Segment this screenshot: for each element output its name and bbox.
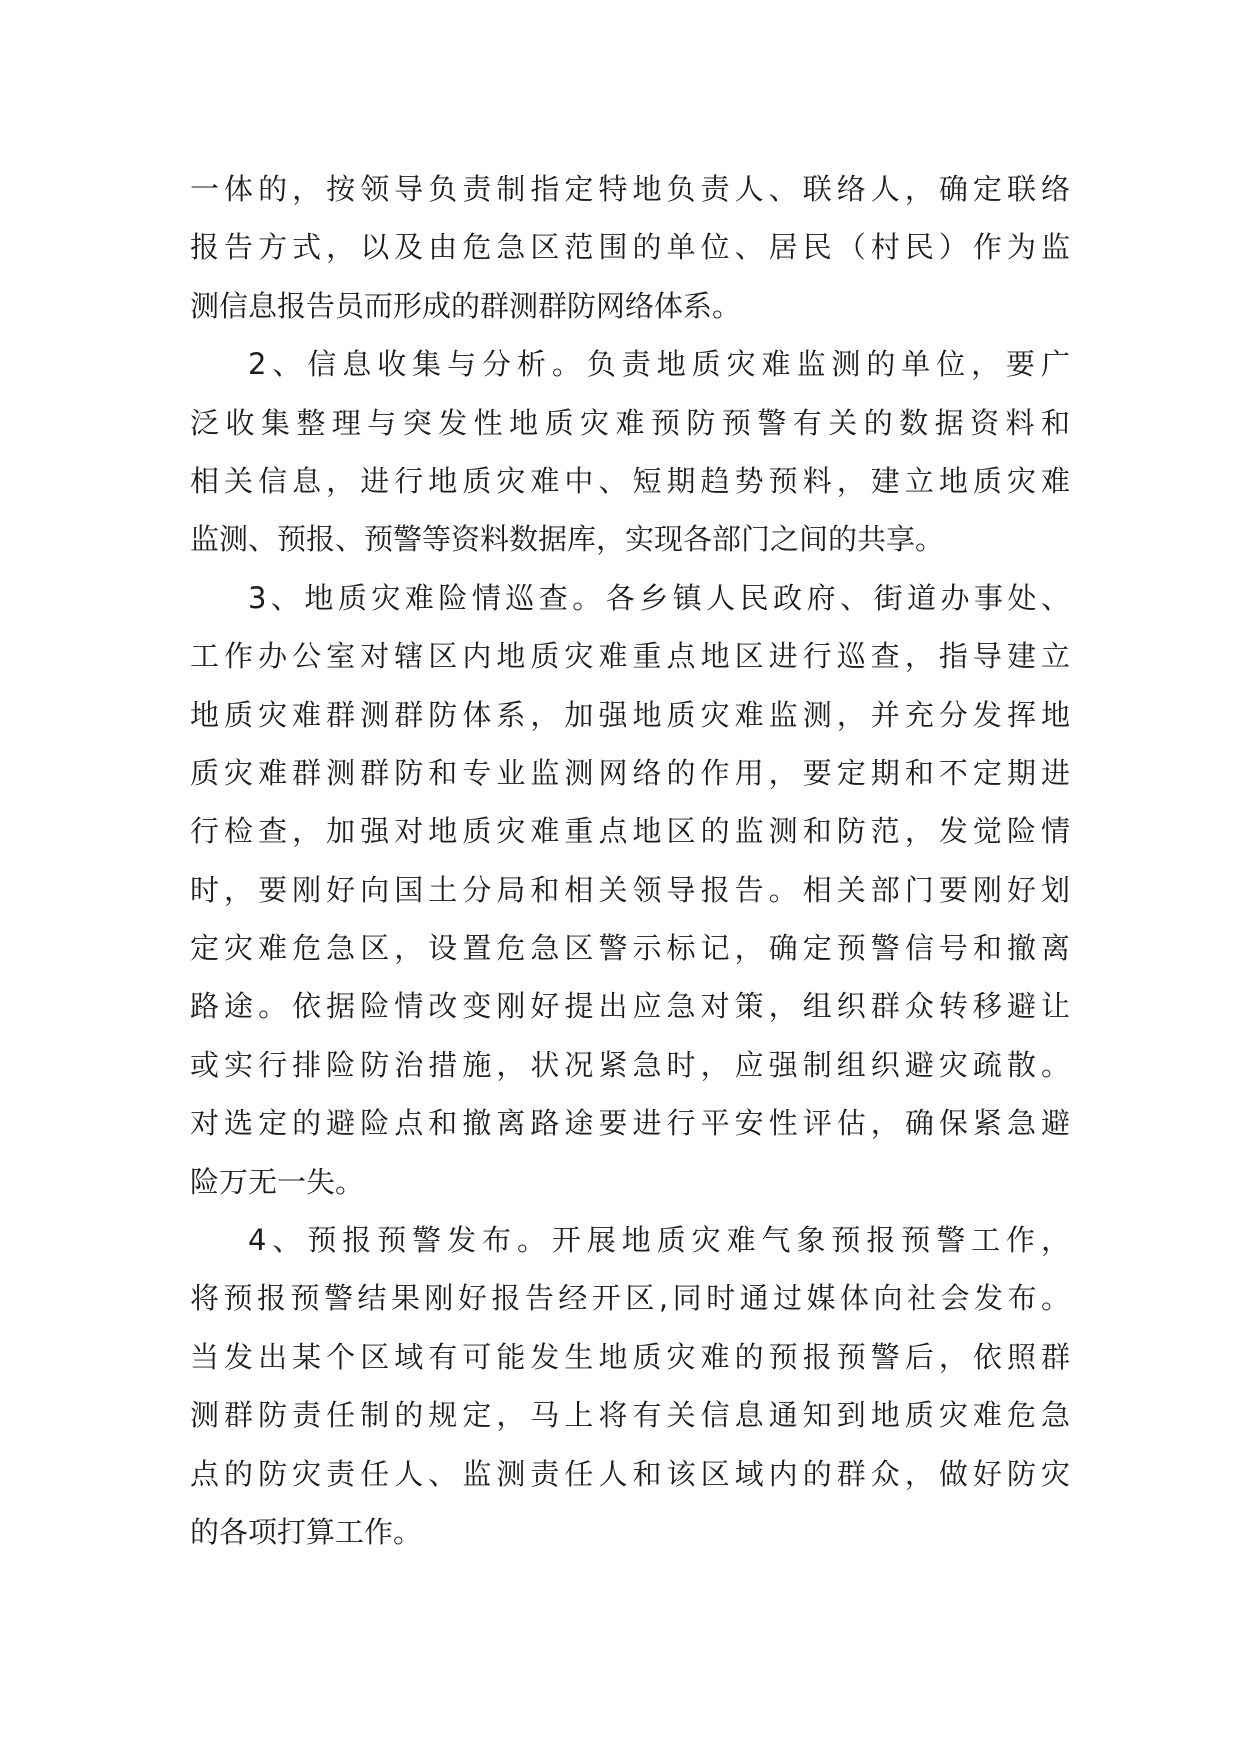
paragraph-3-line-10: 对选定的避险点和撤离路途要进行平安性评估，确保紧急避 [190, 1106, 1070, 1141]
paragraph-3-line-4: 质灾难群测群防和专业监测网络的作用，要定期和不定期进 [190, 755, 1070, 790]
document-body [190, 160, 1070, 1561]
paragraph-2-line-2: 泛收集整理与突发性地质灾难预防预警有关的数据资料和 [190, 405, 1070, 440]
paragraph-4-line-1: 4、预报预警发布。开展地质灾难气象预报预警工作， [248, 1223, 1070, 1258]
paragraph-1-line-1: 一体的，按领导负责制指定特地负责人、联络人，确定联络 [190, 172, 1070, 206]
paragraph-3-line-2: 工作办公室对辖区内地质灾难重点地区进行巡查，指导建立 [190, 639, 1070, 674]
paragraph-1-line-3: 测信息报告员而形成的群测群防网络体系。 [190, 288, 742, 323]
paragraph-4-line-2: 将预报预警结果刚好报告经开区,同时通过媒体向社会发布。 [190, 1281, 1070, 1316]
paragraph-3-line-7: 定灾难危急区，设置危急区警示标记，确定预警信号和撤离 [190, 931, 1070, 966]
paragraph-4-line-4: 测群防责任制的规定，马上将有关信息通知到地质灾难危急 [190, 1398, 1070, 1433]
paragraph-3-line-11: 险万无一失。 [190, 1164, 365, 1199]
paragraph-4-line-3: 当发出某个区域有可能发生地质灾难的预报预警后，依照群 [190, 1339, 1070, 1374]
paragraph-4-line-6: 的各项打算工作。 [190, 1514, 423, 1549]
paragraph-3-line-6: 时，要刚好向国土分局和相关领导报告。相关部门要刚好划 [190, 872, 1070, 907]
paragraph-2-line-3: 相关信息，进行地质灾难中、短期趋势预料，建立地质灾难 [190, 463, 1070, 498]
paragraph-2-line-4: 监测、预报、预警等资料数据库，实现各部门之间的共享。 [190, 522, 945, 557]
paragraph-3-line-8: 路途。依据险情改变刚好提出应急对策，组织群众转移避让 [190, 989, 1070, 1024]
paragraph-3-line-9: 或实行排险防治措施，状况紧急时，应强制组织避灾疏散。 [190, 1047, 1070, 1082]
paragraph-4-line-5: 点的防灾责任人、监测责任人和该区域内的群众，做好防灾 [190, 1456, 1070, 1491]
paragraph-3-line-1: 3、地质灾难险情巡查。各乡镇人民政府、街道办事处、 [248, 580, 1070, 615]
paragraph-1-line-2: 报告方式，以及由危急区范围的单位、居民（村民）作为监 [190, 230, 1070, 265]
paragraph-3-line-3: 地质灾难群测群防体系，加强地质灾难监测，并充分发挥地 [190, 697, 1070, 732]
paragraph-3-line-5: 行检查，加强对地质灾难重点地区的监测和防范，发觉险情 [190, 814, 1070, 849]
paragraph-2-line-1: 2、信息收集与分析。负责地质灾难监测的单位，要广 [248, 347, 1070, 382]
